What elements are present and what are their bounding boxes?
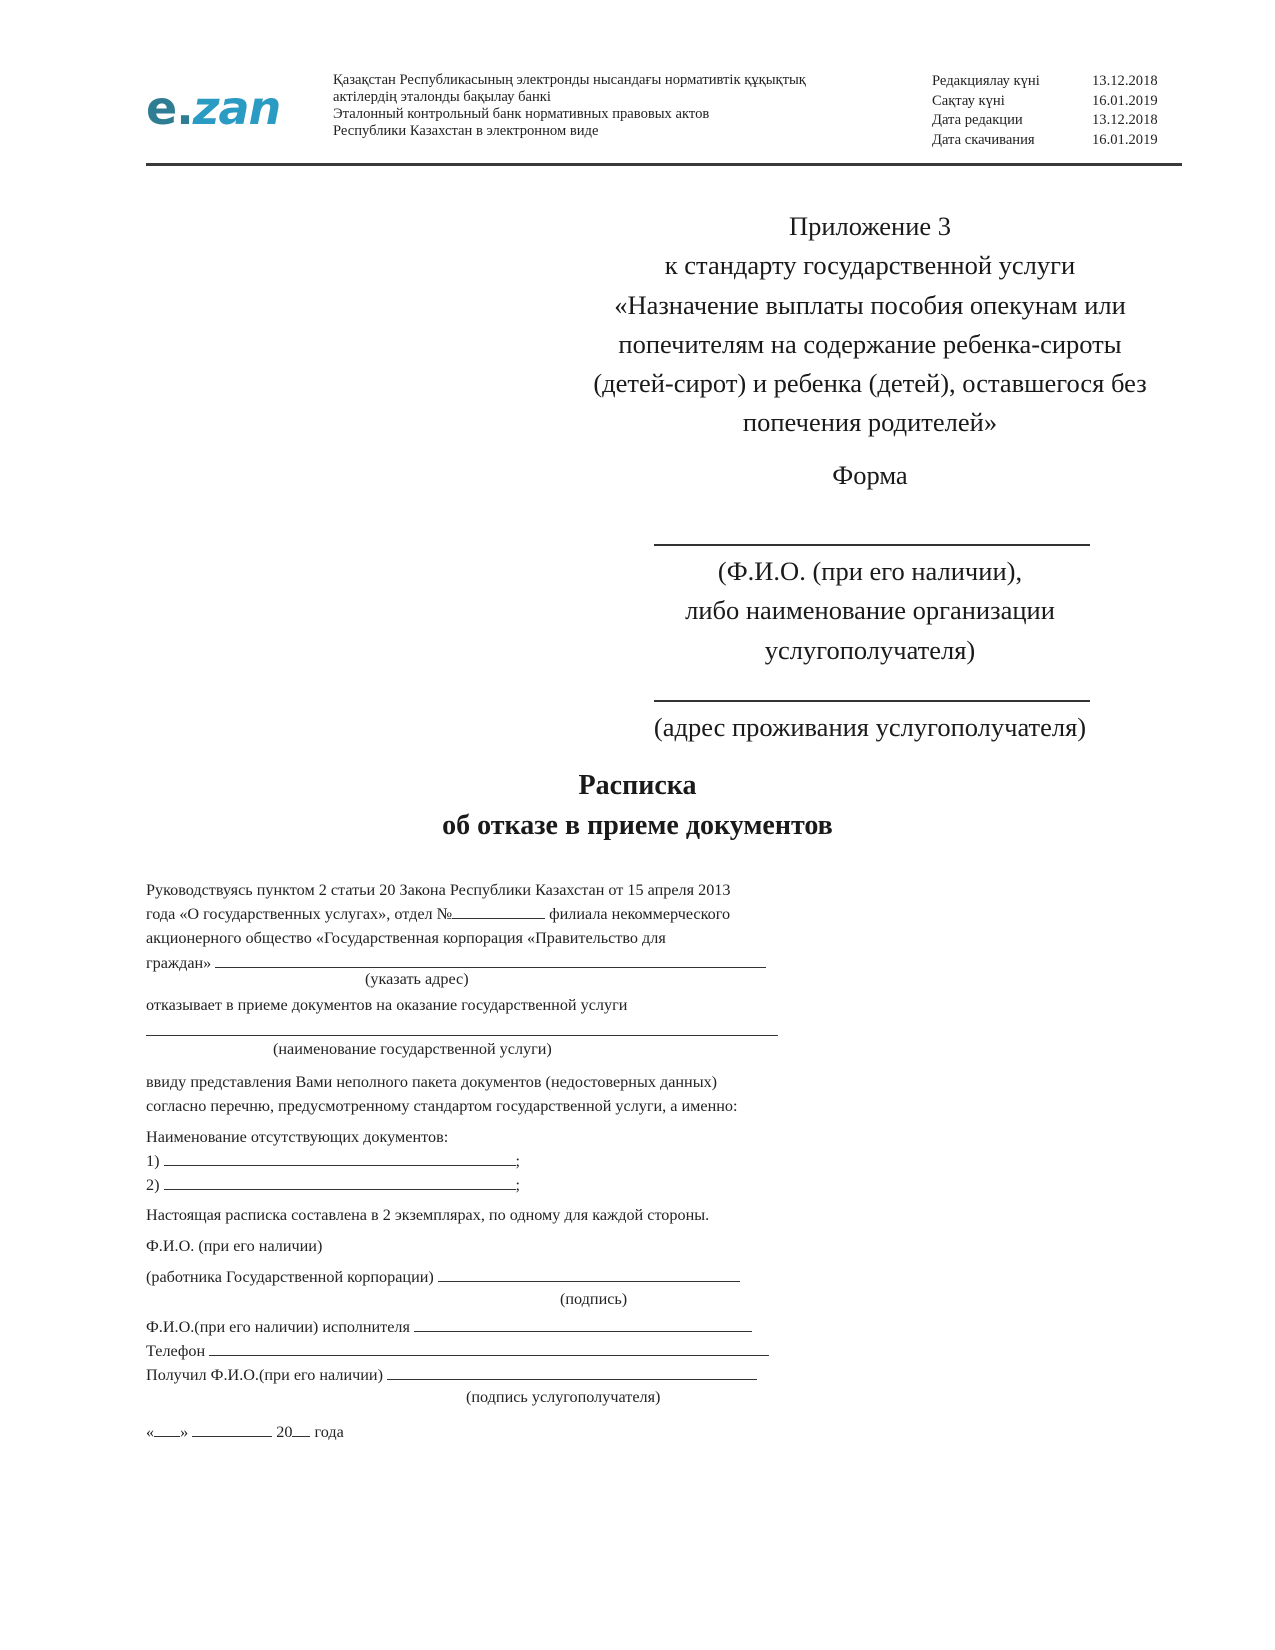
- meta-label: Сақтау күні: [932, 92, 1005, 109]
- meta-label: Дата скачивания: [932, 131, 1035, 148]
- appendix-line: (детей-сирот) и ребенка (детей), оставшегося без: [593, 368, 1147, 399]
- service-name-blank: [146, 1035, 778, 1036]
- phone-row: [146, 1339, 769, 1363]
- meta-row: [932, 111, 1172, 131]
- missing-doc-item: [146, 1173, 520, 1197]
- fio-caption-line: (Ф.И.О. (при его наличии),: [717, 556, 1023, 586]
- appendix-line: попечения родителей»: [742, 407, 998, 438]
- body-text: граждан»: [146, 953, 212, 972]
- address-caption: (адрес проживания услугополучателя): [653, 712, 1087, 742]
- recipient-signature-hint: (подпись услугополучателя): [466, 1388, 661, 1406]
- appendix-line: попечителям на содержание ребенка-сироты: [618, 328, 1122, 359]
- meta-row: [932, 92, 1172, 112]
- source-line: Қазақстан Республикасының электронды нысандағы нормативтік құқықтық: [333, 72, 806, 88]
- worker-fio-label: Ф.И.О. (при его наличии): [146, 1237, 323, 1255]
- address-blank: [215, 951, 766, 968]
- worker-label: (работника Государственной корпорации): [146, 1268, 434, 1286]
- source-line: актілердің эталонды бақылау банкі: [333, 89, 551, 105]
- source-line: Эталонный контрольный банк нормативных правовых актов: [333, 106, 710, 122]
- body-text: филиала некоммерческого: [549, 905, 731, 924]
- item-number: 2): [146, 1176, 160, 1194]
- body-line: согласно перечню, предусмотренному стандартом государственной услуги, а именно:: [146, 1097, 738, 1116]
- year-suffix: года: [314, 1423, 344, 1441]
- reason-paragraph: [146, 1070, 738, 1118]
- document-meta: [932, 72, 1172, 150]
- ezan-logo: e.zan: [146, 81, 281, 135]
- executor-blank: [414, 1315, 752, 1332]
- missing-doc-blank: [164, 1149, 516, 1166]
- signature-hint: (подпись): [560, 1290, 628, 1308]
- appendix-line: Приложение 3: [788, 211, 952, 241]
- appendix-heading: [555, 207, 1185, 443]
- missing-docs-title: Наименование отсутствующих документов:: [146, 1128, 449, 1146]
- item-semicolon: ;: [515, 1176, 521, 1194]
- source-line: Республики Казахстан в электронном виде: [333, 123, 599, 139]
- item-number: 1): [146, 1152, 160, 1170]
- year-prefix: 20: [276, 1423, 293, 1441]
- meta-value: 13.12.2018: [1092, 73, 1158, 89]
- document-title: [0, 766, 1275, 846]
- body-line: [146, 902, 766, 926]
- item-semicolon: ;: [515, 1152, 521, 1170]
- missing-doc-item: [146, 1149, 520, 1173]
- header-divider: [146, 163, 1182, 166]
- meta-value: 13.12.2018: [1092, 112, 1158, 128]
- appendix-line: «Назначение выплаты пособия опекунам или: [614, 289, 1126, 320]
- service-name-hint: (наименование государственной услуги): [273, 1040, 552, 1058]
- body-paragraph-1: [146, 878, 766, 975]
- meta-row: [932, 72, 1172, 92]
- address-fill-line: [654, 700, 1090, 702]
- received-label: Получил Ф.И.О.(при его наличии): [146, 1366, 383, 1384]
- date-row: [146, 1420, 344, 1444]
- meta-row: [932, 131, 1172, 151]
- department-number-blank: [452, 902, 545, 919]
- fio-caption: [555, 552, 1185, 670]
- body-line: акционерного общество «Государственная корпорация «Правительство для: [146, 929, 666, 948]
- body-text: года «О государственных услугах», отдел №: [146, 905, 453, 924]
- worker-signature-blank: [438, 1265, 740, 1282]
- year-blank: [292, 1420, 310, 1437]
- month-blank: [192, 1420, 272, 1437]
- title-line: Расписка: [578, 770, 697, 801]
- phone-label: Телефон: [146, 1342, 206, 1360]
- address-hint: (указать адрес): [365, 970, 469, 988]
- meta-label: Редакциялау күні: [932, 73, 1040, 89]
- missing-doc-blank: [164, 1173, 516, 1190]
- day-blank: [154, 1420, 180, 1437]
- refusal-line: отказывает в приеме документов на оказание государственной услуги: [146, 996, 628, 1014]
- meta-value: 16.01.2019: [1092, 131, 1158, 148]
- date-quote-open: «: [146, 1423, 155, 1441]
- title-line: об отказе в приеме документов: [442, 810, 833, 841]
- date-quote-close: »: [180, 1423, 189, 1441]
- appendix-line: к стандарту государственной услуги: [664, 250, 1076, 281]
- body-line: Руководствуясь пунктом 2 статьи 20 Закона Республики Казахстан от 15 апреля 2013: [146, 881, 731, 899]
- received-row: [146, 1363, 757, 1387]
- fio-caption-line: услугополучателя): [764, 634, 976, 665]
- body-line: ввиду представления Вами неполного пакета документов (недостоверных данных): [146, 1073, 718, 1091]
- phone-blank: [209, 1339, 769, 1356]
- received-blank: [387, 1363, 757, 1380]
- form-label: Форма: [832, 460, 908, 490]
- copies-statement: Настоящая расписка составлена в 2 экземплярах, по одному для каждой стороны.: [146, 1206, 710, 1224]
- fio-caption-line: либо наименование организации: [685, 595, 1055, 626]
- worker-signature-row: [146, 1265, 740, 1289]
- executor-label: Ф.И.О.(при его наличии) исполнителя: [146, 1318, 410, 1336]
- executor-row: [146, 1315, 752, 1339]
- source-description: [333, 72, 806, 140]
- meta-value: 16.01.2019: [1092, 92, 1158, 109]
- meta-label: Дата редакции: [932, 112, 1023, 128]
- fio-fill-line: [654, 544, 1090, 546]
